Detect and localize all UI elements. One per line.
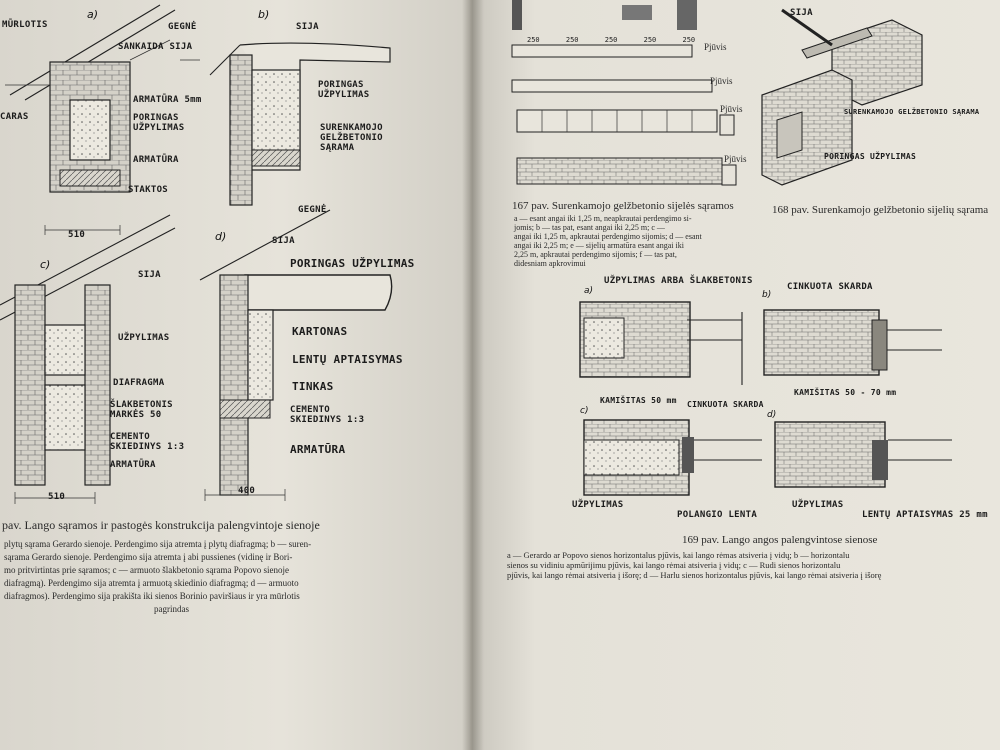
left-caption-line: sąrama Gerardo sienoje. Perdengimo sija atremta į abi pussienes (vidinę ir Bori- (4, 552, 293, 562)
dimension-row (527, 36, 695, 44)
fig-d-label: d) (215, 230, 227, 243)
left-caption-line: diafragmos). Perdengimo sija prakišta iki sienos Borinio paviršiaus ir yra mūrlotis (4, 591, 300, 601)
label-sija-168: SIJA (790, 8, 813, 18)
label-poringas-168: PORINGAS UŽPYLIMAS (824, 152, 917, 161)
left-page (0, 0, 470, 750)
label-poringas-d: PORINGAS UŽPYLIMAS (290, 257, 415, 270)
right-page (472, 0, 1000, 750)
label-cemento-c: CEMENTO SKIEDINYS 1:3 (110, 432, 185, 452)
left-caption-line: plytų sąrama Gerardo sienoje. Perdengimo sija atremta į plytų diafragmą; b — suren- (4, 539, 312, 549)
label-armatura-c: ARMATŪRA (110, 460, 156, 470)
pjuvis-3: Pjūvis (720, 104, 743, 114)
fig-c-label-right: c) (580, 406, 589, 416)
book-gutter (462, 0, 484, 750)
label-armatura-a2: ARMATŪRA (133, 155, 179, 165)
left-drawings (0, 0, 470, 750)
label-kartonas: KARTONAS (292, 325, 348, 338)
caption-168: 168 pav. Surenkamojo gelžbetonio sijelių sąrama (772, 204, 989, 216)
dim-250: 250 (643, 36, 657, 44)
label-surenkamojo: SURENKAMOJO GELŽBETONIO SĄRAMA (320, 123, 383, 153)
label-caras: CARAS (0, 112, 29, 122)
caption-169-line: a — Gerardo ar Popovo sienos horizontalus pjūvis, kai lango rėmas atsiveria į vidų; b — horizontalu (507, 550, 850, 560)
fig-a-label: a) (87, 8, 99, 21)
label-gegne-top: GEGNĖ (168, 22, 197, 32)
label-poringas-b: PORINGAS UŽPYLIMAS (318, 80, 370, 100)
beam-drawings (512, 0, 736, 185)
left-caption-line: pagrindas (154, 604, 189, 614)
caption-167-line: angai iki 1,25 m, apkrautai perdengimo sijomis; d — esant (514, 232, 702, 241)
caption-167-line: a — esant angai iki 1,25 m, neapkrautai perdengimo si- (514, 214, 692, 223)
label-sija-d: SIJA (272, 236, 295, 246)
pjuvis-4: Pjūvis (724, 154, 747, 164)
fig-c-label: c) (40, 258, 51, 271)
label-kamisitas-c: KAMIŠITAS 50 mm (600, 396, 677, 405)
left-caption-title: pav. Lango sąramos ir pastogės konstrukcija palengvintoje sienoje (2, 518, 320, 532)
label-poringas-a: PORINGAS UŽPYLIMAS (133, 113, 185, 133)
caption-169-line: pjūvis, kai lango rėmai atsiveria į išorę; d — Harlu sienos horizontalus pjūvis, kai lango rėmai atsiveria į išorę (507, 570, 882, 580)
label-sija-b: SIJA (296, 22, 319, 32)
left-caption-line: mo pritvirtintas prie sąramos; c — armuoto šlakbetonio sąrama Popovo sienoje (4, 565, 289, 575)
label-tinkas: TINKAS (292, 380, 334, 393)
caption-169-body (507, 550, 881, 580)
label-uzpylimas-d: UŽPYLIMAS (792, 500, 844, 510)
label-armatura-d: ARMATŪRA (290, 443, 346, 456)
label-cinkuota-b: CINKUOTA SKARDA (787, 282, 873, 292)
label-dim-510-a: 510 (68, 230, 86, 240)
label-dim-400: 400 (238, 486, 256, 496)
label-sankaida-sija: SANKAIDA SIJA (118, 42, 193, 52)
dim-250: 250 (527, 36, 540, 44)
label-polangio: POLANGIO LENTA (677, 510, 758, 520)
caption-169-line: sienos su vidiniu apmūrijimu pjūvis, kai lango rėmai atsiveria į vidų; c — Rudi sienos horizontalu (507, 560, 841, 570)
caption-167-line: 2,25 m, apkrautai perdengimo sijomis; f — tas pat, (514, 250, 677, 259)
caption-167-body (514, 214, 702, 268)
label-dim-510-c: 510 (48, 492, 66, 502)
label-armatura-a1: ARMATŪRA 5mm (133, 95, 202, 105)
fig-b-label-right: b) (762, 290, 772, 300)
label-lentu-aptaisymas-d: LENTŲ APTAISYMAS (292, 353, 403, 366)
caption-167-line: angai iki 2,25 m; e — sijelių armatūra esant angai iki (514, 241, 684, 250)
label-slakbetonis: ŠLAKBETONIS MARKĖS 50 (110, 400, 173, 420)
label-uzpylimas-c: UŽPYLIMAS (118, 333, 170, 343)
label-gegne-d: GEGNĖ (298, 205, 327, 215)
dim-250: 250 (565, 36, 579, 44)
window-section-b (764, 310, 942, 375)
label-cemento-d: CEMENTO SKIEDINYS 1:3 (290, 405, 365, 425)
label-uzpylimas-c-right: UŽPYLIMAS (572, 500, 624, 510)
label-cinkuota-c: CINKUOTA SKARDA (687, 400, 764, 409)
caption-167: 167 pav. Surenkamojo gelžbetonio sijelės sąramos (512, 200, 734, 212)
left-caption-body (4, 538, 311, 616)
label-staktos: STAKTOS (128, 185, 169, 195)
fig-a-label-right: a) (584, 286, 594, 296)
label-murlotis: MŪRLOTIS (2, 20, 48, 30)
label-sija-c: SIJA (138, 270, 161, 280)
window-section-c (584, 420, 762, 495)
pjuvis-1: Pjūvis (704, 42, 727, 52)
window-section-d (775, 422, 952, 487)
label-surenkamojo-168: SURENKAMOJO GELŽBETONIO SĄRAMA (844, 108, 980, 116)
label-diafragma: DIAFRAGMA (113, 378, 165, 388)
pjuvis-2: Pjūvis (710, 76, 733, 86)
fig-b-label: b) (258, 8, 270, 21)
window-section-a (580, 302, 742, 385)
label-uzpylimas-arba: UŽPYLIMAS ARBA ŠLAKBETONIS (604, 276, 753, 286)
dim-250: 250 (604, 36, 618, 44)
label-kamisitas-b: KAMIŠITAS 50 - 70 mm (794, 388, 897, 397)
caption-167-line: didesniam apkrovimui (514, 259, 586, 268)
fig-d-label-right: d) (767, 410, 777, 420)
caption-169: 169 pav. Lango angos palengvintose sienose (682, 534, 878, 546)
dim-250: 250 (682, 36, 696, 44)
caption-167-line: jomis; b — tas pat, esant angai iki 2,25 m; c — (514, 223, 665, 232)
left-caption-line: diafragmą). Perdengimo sija atremta į armuotą skiedinio diafragmą; d — armuoto (4, 578, 299, 588)
label-lentu-d: LENTŲ APTAISYMAS 25 mm (862, 510, 988, 520)
